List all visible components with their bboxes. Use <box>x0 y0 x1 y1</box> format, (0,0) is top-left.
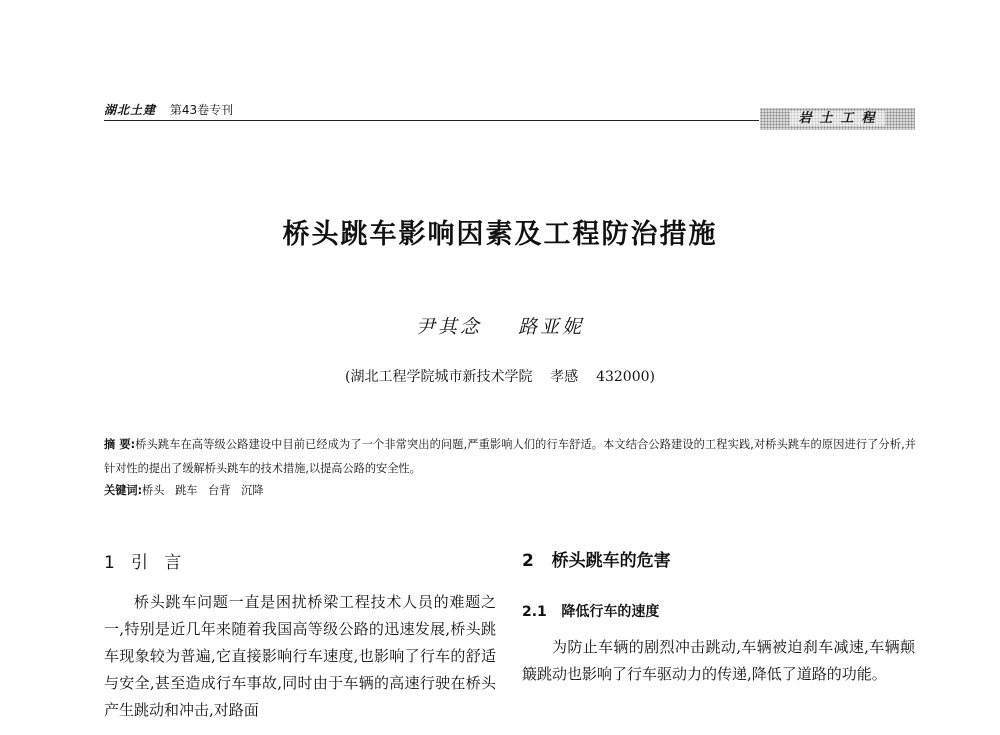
abstract-label: 摘 要: <box>104 438 136 451</box>
section-2-1-heading: 2.1 降低行车的速度 <box>522 604 660 620</box>
category-badge <box>760 108 915 130</box>
journal-issue: 第43卷专刊 <box>169 103 234 117</box>
keywords <box>104 482 916 500</box>
section-1-heading: 1 引 言 <box>104 553 182 573</box>
keywords-label: 关键词: <box>104 484 143 497</box>
article-title: 桥头跳车影响因素及工程防治措施 <box>282 219 718 250</box>
header-rule <box>104 120 759 121</box>
section-1-paragraph: 桥头跳车问题一直是困扰桥梁工程技术人员的难题之一,特别是近几年来随着我国高等级公路的迅速发展,桥头跳车现象较为普遍,它直接影响行车速度,也影响了行车的舒适与安全,甚至造成行车事故,同时由于车辆的高速行驶在桥头产生跳动和冲击,对路面 <box>104 593 496 719</box>
abstract <box>104 433 916 481</box>
running-header <box>104 101 233 118</box>
category-badge-label: 岩土工程 <box>790 111 884 126</box>
article-authors: 尹其念 路亚妮 <box>415 316 585 338</box>
article-affiliation: (湖北工程学院城市新技术学院 孝感 432000) <box>345 369 655 385</box>
abstract-text: 桥头跳车在高等级公路建设中目前已经成为了一个非常突出的问题,严重影响人们的行车舒适。本文结合公路建设的工程实践,对桥头跳车的原因进行了分析,并针对性的提出了缓解桥头跳车的技术措施,以提高公路的安全性。 <box>104 438 916 475</box>
section-2-heading: 2 桥头跳车的危害 <box>522 551 671 571</box>
keywords-values: 桥头 跳车 台背 沉降 <box>142 484 264 497</box>
section-2-1-paragraph: 为防止车辆的剧烈冲击跳动,车辆被迫刹车减速,车辆颠簸跳动也影响了行车驱动力的传递,降低了道路的功能。 <box>522 638 915 683</box>
journal-name: 湖北土建 <box>104 103 157 117</box>
